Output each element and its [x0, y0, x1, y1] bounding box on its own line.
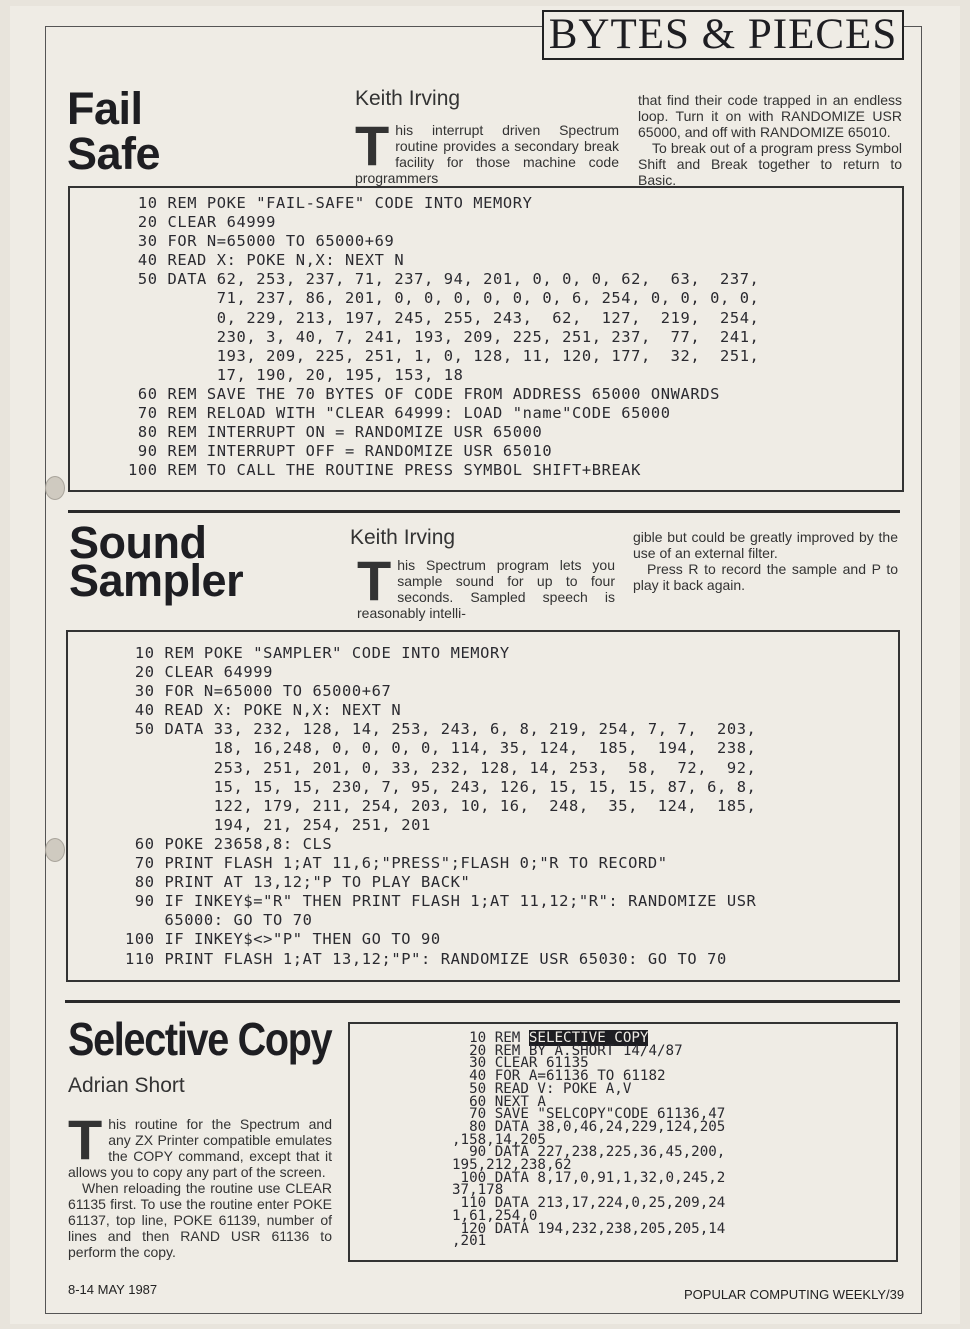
section-divider — [68, 510, 900, 513]
highlighted-title: SELECTIVE COPY — [528, 1030, 649, 1046]
code-listing-box — [68, 186, 904, 492]
binder-hole — [45, 476, 65, 500]
basic-listing: 10 REM SELECTIVE COPY 20 REM BY A.SHORT 14/4/87 30 CLEAR 61135 40 FOR A=61136 TO 61182 50 READ V: POKE A,V 60 NEXT A 70 SAVE "SELCOPY"CODE 61136,47 80 DATA 38,0,46,24,229,124,205 ,158,14,205 90 DATA 227,238,225,36,45,200, 195,212,238,62 100 DATA 8,17,0,91,1,32,0,245,2 37,178 110 DATA 213,17,224,0,25,209,24 1,61,254,0 120 DATA 194,232,238,205,205,14 ,201 — [452, 1030, 726, 1250]
body-column: that find their code trapped in an endless loop. Turn it on with RANDOMIZE USR 65000, and off with RANDOMIZE 65010. To break out of a program press Symbol Shift and Break together to return to Basic. — [638, 92, 902, 188]
code-listing-box — [348, 1022, 898, 1262]
article-title: Sound Sampler — [69, 517, 244, 606]
author-byline: Keith Irving — [355, 87, 461, 110]
binder-hole — [45, 838, 65, 862]
intro-paragraph: T his routine for the Spectrum and any ZX Printer compatible emulates the COPY command, except that it allows you to copy any part of the screen. When reloading the routine use CLEAR 61135 first. To use the routine enter POKE 61137, top line, POKE 61139, number of lines and then RAND USR 61136 to perform the copy. — [68, 1108, 332, 1260]
intro-paragraph: T his Spectrum program lets you sample sound for up to four seconds. Sampled speech is reasonably intelli- — [357, 549, 615, 621]
masthead: BYTES & PIECES — [542, 10, 904, 60]
section-divider — [65, 1000, 900, 1003]
footer-publication: POPULAR COMPUTING WEEKLY/39 — [684, 1287, 905, 1302]
drop-cap: T — [355, 114, 390, 177]
drop-cap: T — [68, 1108, 103, 1171]
basic-listing: 10 REM POKE "FAIL-SAFE" CODE INTO MEMORY 20 CLEAR 64999 30 FOR N=65000 TO 65000+69 40 READ X: POKE N,X: NEXT N 50 DATA 62, 253, 237, 71, 237, 94, 201, 0, 0, 0, 62, 63, 237, 71, 237, 86, 201, 0, 0, 0, 0, 0, 0, 6, 254, 0, 0, 0, 0, 0, 229, 213, 197, 245, 255, 243, 62, 127, 219, 254, 230, 3, 40, 7, 241, 193, 209, 225, 251, 237, 77, 241, 193, 209, 225, 251, 1, 0, 128, 11, 120, 177, 32, 251, 17, 190, 20, 195, 153, 18 60 REM SAVE THE 70 BYTES OF CODE FROM ADDRESS 65000 ONWARDS 70 REM RELOAD WITH "CLEAR 64999: LOAD "name"CODE 65000 80 REM INTERRUPT ON = RANDOMIZE USR 65000 90 REM INTERRUPT OFF = RANDOMIZE USR 65010 100 REM TO CALL THE ROUTINE PRESS SYMBOL SHIFT+BREAK — [128, 194, 760, 480]
intro-paragraph: T his interrupt driven Spectrum routine provides a secondary break facility for those machine code programmers — [355, 114, 619, 186]
author-byline: Adrian Short — [68, 1074, 185, 1097]
code-listing-box — [66, 630, 900, 982]
author-byline: Keith Irving — [350, 526, 456, 549]
body-column: gible but could be greatly improved by the use of an external filter. Press R to record the sample and P to play it back again. — [633, 529, 898, 593]
article-title: Selective Copy — [68, 1013, 332, 1065]
footer-date: 8-14 MAY 1987 — [68, 1282, 158, 1297]
drop-cap: T — [357, 549, 392, 612]
basic-listing: 10 REM POKE "SAMPLER" CODE INTO MEMORY 20 CLEAR 64999 30 FOR N=65000 TO 65000+67 40 READ X: POKE N,X: NEXT N 50 DATA 33, 232, 128, 14, 253, 243, 6, 8, 219, 254, 7, 7, 203, 18, 16,248, 0, 0, 0, 0, 114, 35, 124, 185, 194, 238, 253, 251, 201, 0, 33, 232, 128, 14, 253, 58, 72, 92, 15, 15, 15, 230, 7, 95, 243, 126, 15, 15, 15, 87, 6, 8, 122, 179, 211, 254, 203, 10, 16, 248, 35, 124, 185, 194, 21, 254, 251, 201 60 POKE 23658,8: CLS 70 PRINT FLASH 1;AT 11,6;"PRESS";FLASH 0;"R TO RECORD" 80 PRINT AT 13,12;"P TO PLAY BACK" 90 IF INKEY$="R" THEN PRINT FLASH 1;AT 11,12;"R": RANDOMIZE USR 65000: GO TO 70 100 IF INKEY$<>"P" THEN GO TO 90 110 PRINT FLASH 1;AT 13,12;"P": RANDOMIZE USR 65030: GO TO 70 — [125, 644, 757, 968]
article-title: Fail Safe — [67, 83, 161, 179]
